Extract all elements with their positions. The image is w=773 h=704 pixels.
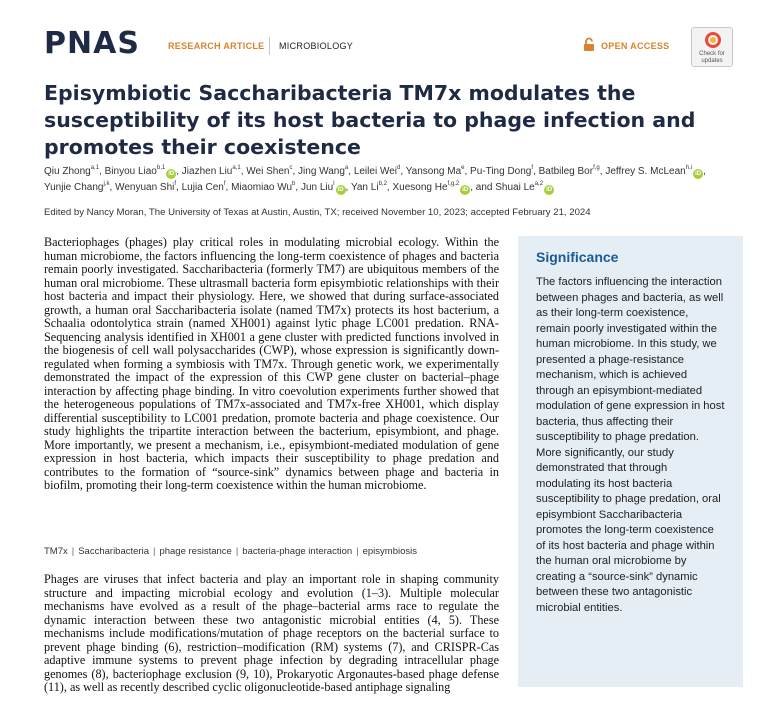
author-affiliation-marker: b,1 xyxy=(156,165,166,171)
keyword-separator: | xyxy=(356,546,359,557)
keyword-separator: | xyxy=(152,546,156,557)
author-name[interactable]: Jiazhen Liu$^{a,1}$ xyxy=(181,165,241,177)
author-name[interactable]: Yunjie Chang$^{j,k}$ xyxy=(44,181,110,193)
author-affiliation-marker: f xyxy=(223,181,226,187)
author-name[interactable]: Qiu Zhong$^{a,1}$ xyxy=(44,165,100,177)
body-paragraph: Phages are viruses that infect bacteria and play an important role in shaping community structure and impacting microbial ecology and evolution (1–3). Multiple molecular mechanisms have evolved as a result of the phage–bacterial arms race to regulate the dynamic interaction between these two antagonistic microbial entities (4, 5). These mechanisms include modifications/mutation of phage receptors on the bacterial surface to prevent phage binding (6), restriction–modification (RM) systems (7), and CRISPR-Cas adaptive immune systems to prevent phage infection by degrading intracellular phage genomes (8), bacteriophage exclusion (9, 10), Prokaryotic Argonautes-based phage defense (11), as well as recently described cyclic oligonucleotide-based antiphage signaling xyxy=(44,573,499,694)
author-name[interactable]: Batbileg Bor$^{f,g}$ xyxy=(538,165,600,177)
author-affiliation-marker: c xyxy=(289,165,293,171)
journal-header xyxy=(44,22,734,68)
author-affiliation-marker: l xyxy=(333,181,335,187)
author-list: Qiu Zhong$^{a,1}$, Binyou Liao$^{b,1}$iD , Jiazhen Liu$^{a,1}$, Wei Shen$^c$, Jing Wang$^a$, Leilei Wei$^d$, Yansong Ma$^e$, Pu-Ting Dong$^f$, Batbileg Bor$^{f,g}$, Jeffrey S. McLean$^{h,i}$iD , Yunjie Chang$^{j,k}$, Wenyuan Shi$^f$, Lujia Cen$^f$, Miaomiao Wu$^b$, Jun Liu$^l$iD , Yan Li$^{b,2}$, Xuesong He$^{f,g,2}$iD , and Shuai Le$^{a,2}$iD xyxy=(44,165,706,193)
author-affiliation-marker: a,1 xyxy=(90,165,100,171)
author-affiliation-marker: e xyxy=(461,165,465,171)
author-affiliation-marker: j,k xyxy=(103,181,110,187)
author-name[interactable]: Lujia Cen$^f$ xyxy=(181,181,226,193)
author-affiliation-marker: b xyxy=(292,181,296,187)
significance-box xyxy=(518,236,743,687)
author-name[interactable]: Yansong Ma$^e$ xyxy=(405,165,465,177)
keyword-separator: | xyxy=(235,546,239,557)
header-divider xyxy=(269,37,270,55)
author-name[interactable]: Wei Shen$^c$ xyxy=(246,165,293,177)
orcid-icon[interactable]: iD xyxy=(462,187,469,193)
author-name[interactable]: Binyou Liao$^{b,1}$iD xyxy=(104,165,175,177)
orcid-icon[interactable]: iD xyxy=(695,171,702,177)
author-name[interactable]: Jing Wang$^a$ xyxy=(298,165,349,177)
author-name[interactable]: Wenyuan Shi$^f$ xyxy=(115,181,177,193)
author-name[interactable]: Jeffrey S. McLean$^{h,i}$iD xyxy=(605,165,702,177)
significance-title: Significance xyxy=(536,249,619,265)
open-lock-icon xyxy=(583,37,597,52)
author-affiliation-marker: a,2 xyxy=(534,181,544,187)
subject-label[interactable]: MICROBIOLOGY xyxy=(279,41,354,51)
author-name[interactable]: Leilei Wei$^d$ xyxy=(353,165,401,177)
edited-by-line: Edited by Nancy Moran, The University of Texas at Austin, Austin, TX; received November 10, 2023; accepted February 21, 2024 xyxy=(44,207,591,218)
author-name[interactable]: Miaomiao Wu$^b$ xyxy=(231,181,296,193)
open-access-label[interactable]: OPEN ACCESS xyxy=(601,41,670,51)
author-name[interactable]: Yan Li$^{b,2}$ xyxy=(350,181,387,193)
check-updates-icon xyxy=(705,32,721,48)
author-name[interactable]: Pu-Ting Dong$^f$ xyxy=(470,165,534,177)
author-affiliation-marker: h,i xyxy=(685,165,693,171)
keyword[interactable]: phage resistance xyxy=(159,546,232,557)
significance-text: The factors influencing the interaction between phages and bacteria, as well as their long-term coexistence, remain poorly investigated within the human microbiome. In this study, we presented a phage-resistance mechanism, which is achieved through an episymbiont-mediated modulation of gene expression in host bacteria, thus affecting their susceptibility to phage predation. More significantly, our study demonstrated that through modulating its host bacteria susceptibility to phage predation, oral episymbiont Saccharibacteria promotes the long-term coexistence of its host bacteria and phage within the human oral microbiome by creating a “source-sink” dynamic between these two antagonistic microbial entities. xyxy=(536,276,725,614)
author-affiliation-marker: d xyxy=(396,165,401,171)
keyword[interactable]: bacteria-phage interaction xyxy=(242,546,353,557)
abstract: Bacteriophages (phages) play critical roles in modulating microbial ecology. Within the human microbiome, the factors influencing the long-term coexistence of phages and bacteria remain poorly investigated. Saccharibacteria (formerly TM7) are ubiquitous members of the human oral microbiome. These ultrasmall bacteria form episymbiotic relationships with their host bacteria and impact their physiology. Here, we showed that during surface-associated growth, a human oral Saccharibacteria isolate (named TM7x) protects its host bacterium, a Schaalia odontolytica strain (named XH001) against lytic phage LC001 predation. RNA-Sequencing analysis identified in XH001 a gene cluster with predicted functions involved in the biogenesis of cell wall polysaccharides (CWP), whose expression is significantly down-regulated when forming a symbiosis with TM7x. Through genetic work, we experimentally demonstrated the impact of the expression of this CWP gene cluster on bacterial–phage interaction by affecting phage binding. In vitro coevolution experiments further showed that the heterogeneous populations of TM7x-associated and TM7x-free XH001, which display differential susceptibility to LC001 predation, promote bacteria and phage coexistence. Our study highlights the tripartite interaction between the bacterium, episymbiont, and phage. More importantly, we present a mechanism, i.e., episymbiont-mediated modulation of gene expression in host bacteria, which impacts their susceptibility to phage predation and contributes to the formation of “source-sink” dynamics between phage and bacteria in biofilm, promoting their long-term coexistence within the human microbiome. xyxy=(44,235,499,492)
check-updates-label: Check for updates xyxy=(699,51,725,64)
keyword-separator: | xyxy=(71,546,75,557)
author-affiliation-marker: a,1 xyxy=(232,165,241,171)
article-type-label[interactable]: RESEARCH ARTICLE xyxy=(168,41,265,51)
author-affiliation-marker: f,g xyxy=(593,165,600,171)
orcid-icon[interactable]: iD xyxy=(168,171,175,177)
author-name[interactable]: Shuai Le$^{a,2}$iD xyxy=(495,181,553,193)
pnas-logo[interactable]: PNAS xyxy=(44,26,140,61)
author-affiliation-marker: f xyxy=(531,165,534,171)
orcid-icon[interactable]: iD xyxy=(337,187,344,193)
author-affiliation-marker: f,g,2 xyxy=(447,181,460,187)
author-name[interactable]: Jun Liu$^l$iD xyxy=(300,181,344,193)
keyword-list xyxy=(44,546,499,557)
keyword[interactable]: Saccharibacteria xyxy=(78,546,149,557)
article-title: Episymbiotic Saccharibacteria TM7x modulates the susceptibility of its host bacteria to phage infection and promotes their coexistence xyxy=(44,81,696,159)
keyword[interactable]: TM7x xyxy=(44,546,68,557)
author-affiliation-marker: f xyxy=(174,181,177,187)
check-for-updates-button[interactable] xyxy=(691,27,733,67)
author-affiliation-marker: b,2 xyxy=(378,181,387,187)
keyword[interactable]: episymbiosis xyxy=(362,546,417,557)
orcid-icon[interactable]: iD xyxy=(546,187,553,193)
author-name[interactable]: Xuesong He$^{f,g,2}$iD xyxy=(392,181,469,193)
author-affiliation-marker: a xyxy=(344,165,349,171)
